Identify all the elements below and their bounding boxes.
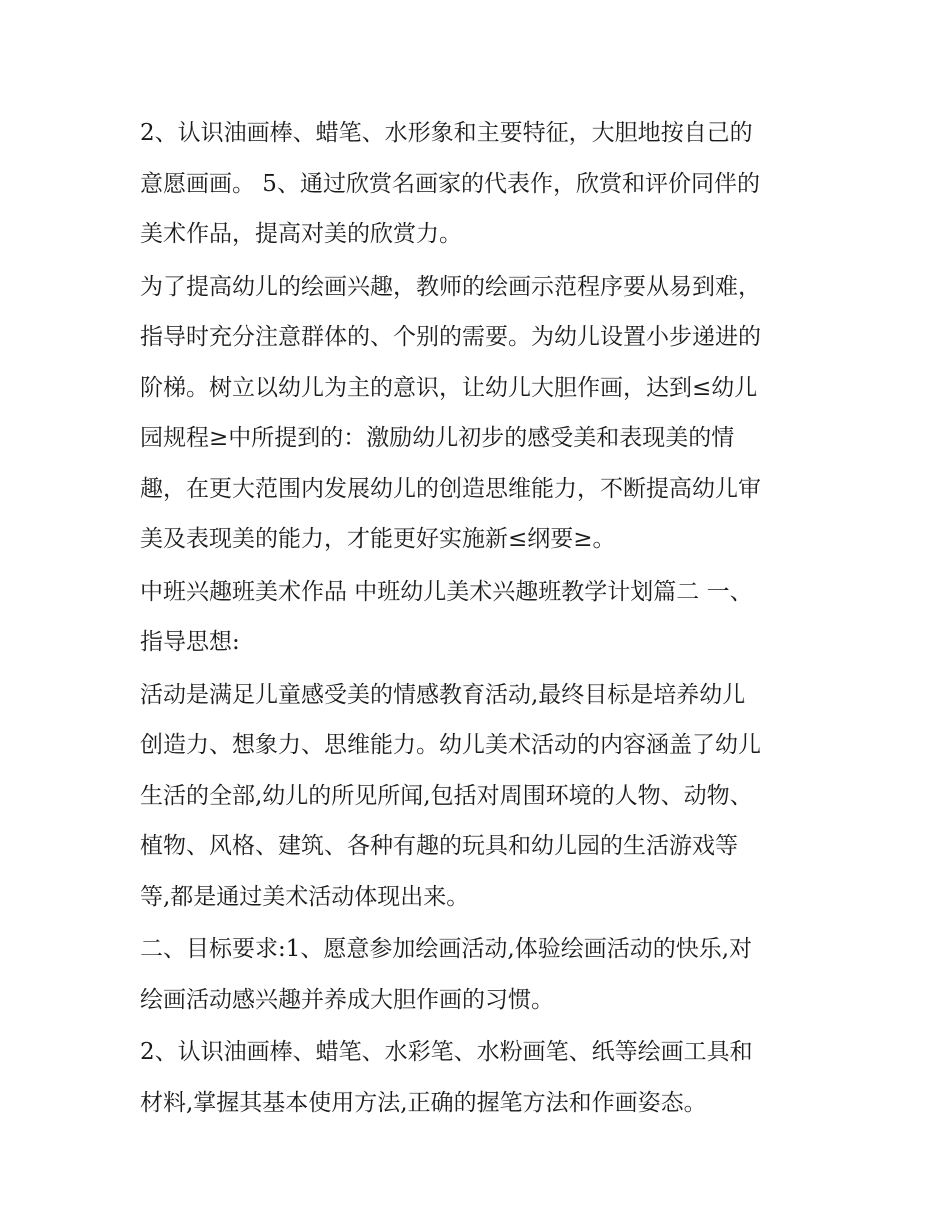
- text-line: 意愿画画。 5、通过欣赏名画家的代表作，欣赏和评价同伴的: [140, 170, 760, 197]
- text-line: 2、认识油画棒、蜡笔、水彩笔、水粉画笔、纸等绘画工具和: [140, 1039, 753, 1065]
- text-line: 等,都是通过美术活动体现出来。: [140, 883, 470, 910]
- text-line: 美及表现美的能力，才能更好实施新≤纲要≥。: [140, 526, 616, 552]
- text-line: 创造力、想象力、思维能力。幼儿美术活动的内容涵盖了幼儿: [140, 732, 761, 758]
- paragraph-guiding-ideas: [140, 670, 830, 923]
- text-line: 趣，在更大范围内发展幼儿的创造思维能力，不断提高幼儿审: [140, 475, 761, 502]
- section-heading-guiding-ideas: [140, 567, 830, 668]
- text-line: 为了提高幼儿的绘画兴趣，教师的绘画示范程序要从易到难，: [140, 273, 761, 300]
- paragraph-goals-continued: [140, 108, 830, 260]
- text-line: 阶梯。树立以幼儿为主的意识，让幼儿大胆作画，达到≤幼儿: [140, 374, 758, 401]
- text-line: 绘画活动感兴趣并养成大胆作画的习惯。: [140, 986, 554, 1013]
- text-line: 指导时充分注意群体的、个别的需要。为幼儿设置小步递进的: [140, 324, 761, 350]
- text-line: 园规程≥中所提到的：激励幼儿初步的感受美和表现美的情: [140, 425, 735, 451]
- text-line: 2、认识油画棒、蜡笔、水形象和主要特征，大胆地按自己的: [140, 120, 753, 146]
- paragraph-tools-materials: [140, 1027, 830, 1128]
- text-line: 指导思想:: [140, 629, 240, 655]
- text-line: 活动是满足儿童感受美的情感教育活动,最终目标是培养幼儿: [140, 681, 746, 708]
- document-body: [140, 108, 830, 1130]
- text-line: 美术作品，提高对美的欣赏力。: [140, 221, 462, 247]
- paragraph-teaching-approach: [140, 262, 830, 565]
- text-line: 二、目标要求:1、愿意参加绘画活动,体验绘画活动的快乐,对: [140, 936, 753, 962]
- text-line: 材料,掌握其基本使用方法,正确的握笔方法和作画姿态。: [140, 1089, 707, 1116]
- text-line: 中班兴趣班美术作品 中班幼儿美术兴趣班教学计划篇二 一、: [140, 578, 753, 605]
- text-line: 生活的全部,幼儿的所见所闻,包括对周围环境的人物、动物、: [140, 782, 753, 809]
- paragraph-goal-requirements: [140, 924, 830, 1025]
- text-line: 植物、风格、建筑、各种有趣的玩具和幼儿园的生活游戏等: [140, 833, 738, 859]
